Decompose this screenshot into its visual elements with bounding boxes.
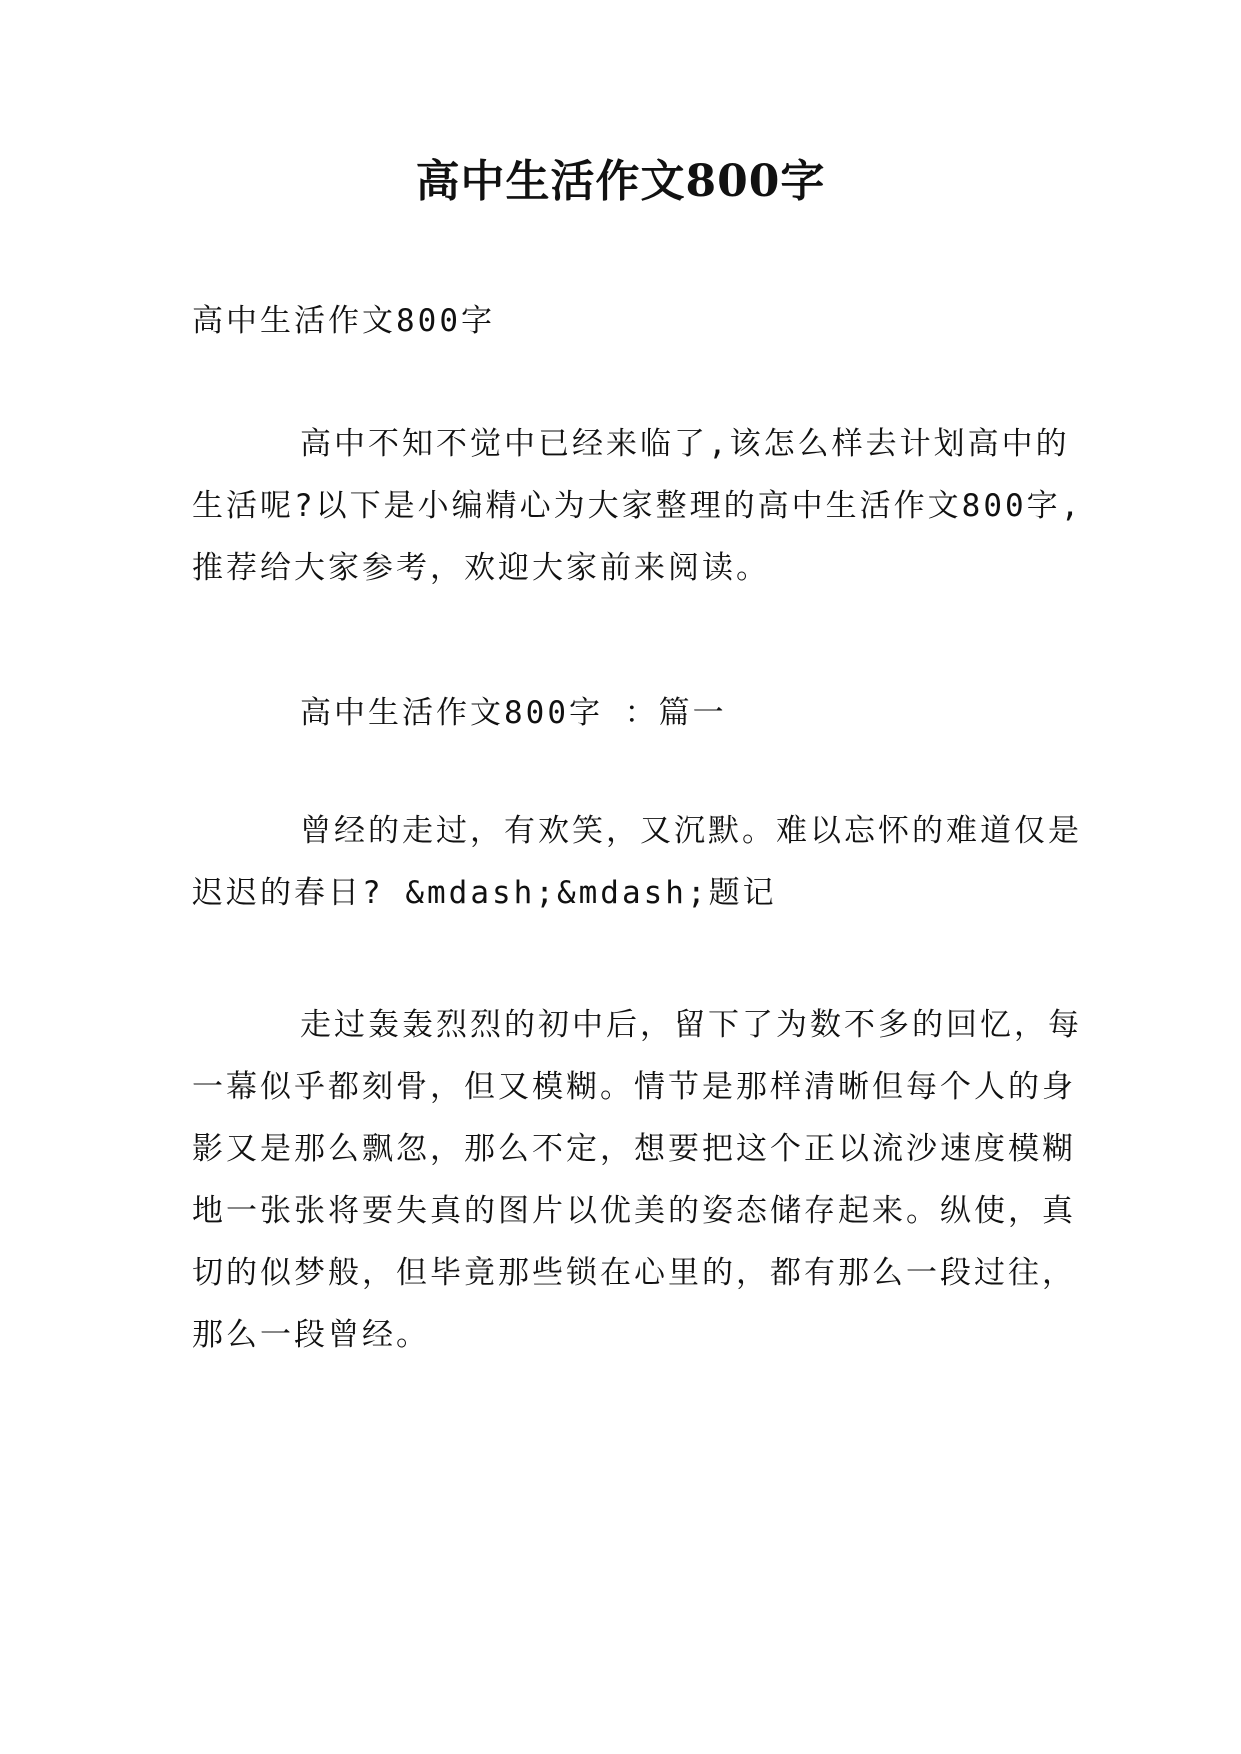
- intro-line: 推荐给大家参考，欢迎大家前来阅读。: [192, 550, 770, 586]
- body-line: 走过轰轰烈烈的初中后，留下了为数不多的回忆，每: [300, 1007, 1082, 1043]
- intro-paragraph: [192, 413, 1083, 599]
- intro-line: 高中不知不觉中已经来临了,该怎么样去计划高中的: [300, 426, 1070, 462]
- body-line: 那么一段曾经。: [192, 1317, 430, 1353]
- epigraph-line: 迟迟的春日? &mdash;&mdash;题记: [192, 875, 777, 911]
- body-line: 影又是那么飘忽，那么不定，想要把这个正以流沙速度模糊: [192, 1131, 1076, 1167]
- section-heading: [192, 682, 1062, 744]
- epigraph-line: 曾经的走过，有欢笑，又沉默。难以忘怀的难道仅是: [300, 813, 1082, 849]
- body-line: 切的似梦般，但毕竟那些锁在心里的，都有那么一段过往，: [192, 1255, 1076, 1291]
- section-heading-text: 高中生活作文800字 ：篇一: [300, 695, 727, 731]
- body-line: 一幕似乎都刻骨，但又模糊。情节是那样清晰但每个人的身: [192, 1069, 1076, 1105]
- body-line: 地一张张将要失真的图片以优美的姿态储存起来。纵使，真: [192, 1193, 1076, 1229]
- epigraph-paragraph: [192, 800, 1082, 924]
- subtitle-line: 高中生活作文800字: [192, 303, 495, 339]
- body-paragraph: [192, 994, 1082, 1366]
- document-title: 高中生活作文800字: [415, 156, 826, 207]
- intro-line: 生活呢?以下是小编精心为大家整理的高中生活作文800字,: [192, 488, 1083, 524]
- document-subtitle: [192, 290, 1062, 352]
